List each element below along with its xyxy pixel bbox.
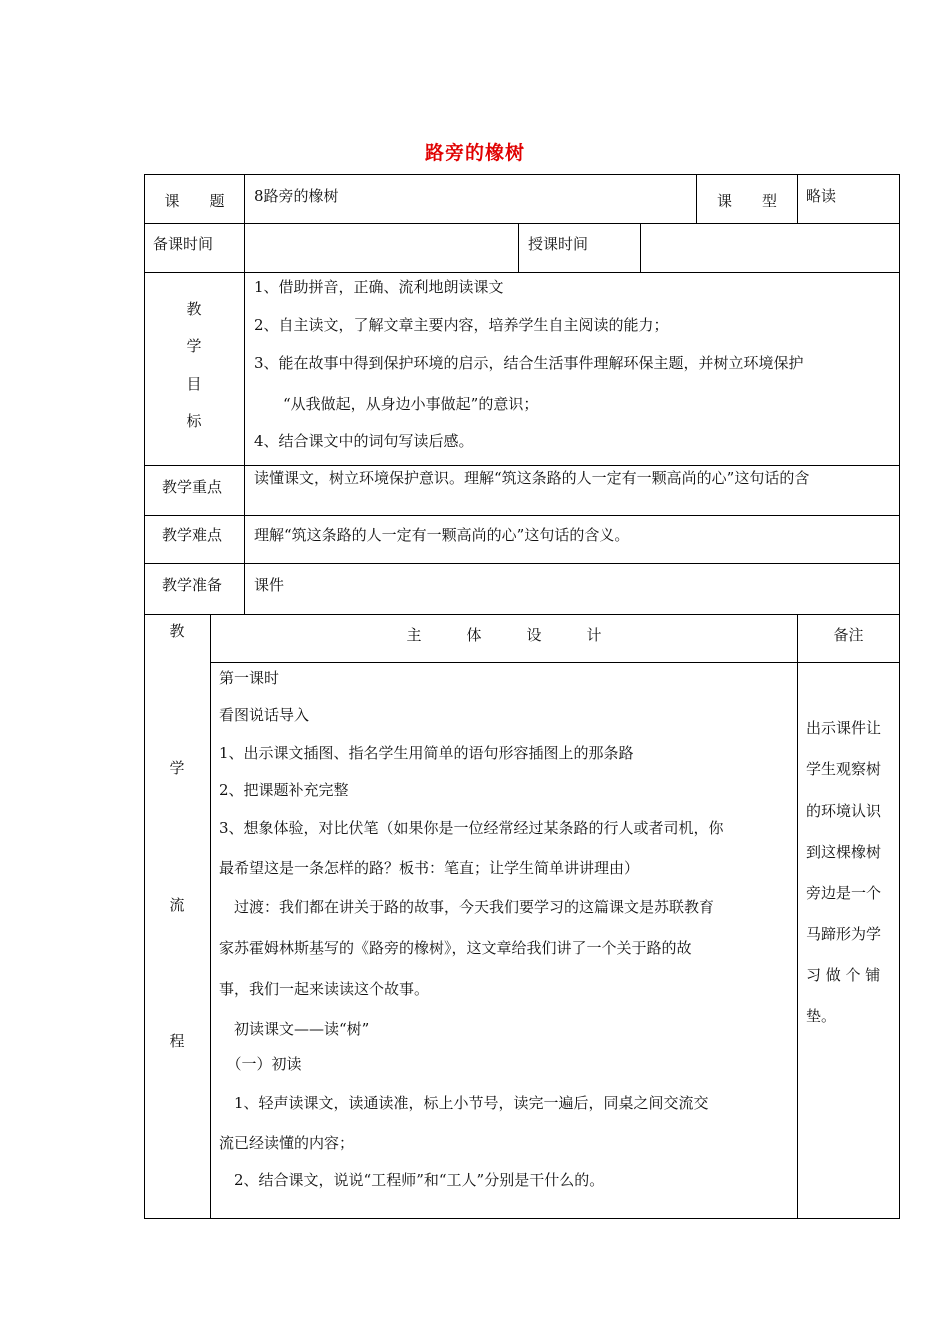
notes-header: 备注 [833,626,864,644]
process-line: 最希望这是一条怎样的路？板书：笔直；让学生简单讲讲理由） [219,859,640,877]
note-line: 出示课件让 [806,719,882,737]
goal-item: 2、自主读文，了解文章主要内容，培养学生自主阅读的能力； [254,316,669,334]
note-line: 马蹄形为学 [806,925,882,943]
prep-time-label: 备课时间 [153,235,214,253]
topic-label: 课 题 [164,192,225,210]
note-line: 的环境认识 [806,802,882,820]
key-points-label: 教学重点 [162,478,223,496]
note-line: 习 做 个 铺 [806,966,881,984]
process-line: 2、结合课文，说说“工程师”和“工人”分别是干什么的。 [219,1171,605,1189]
process-line: 第一课时 [219,669,280,687]
process-line: 1、轻声读课文，读通读准，标上小节号，读完一遍后，同桌之间交流交 [219,1094,709,1112]
page-title: 路旁的橡树 [424,142,525,164]
topic-value: 8路旁的橡树 [254,187,339,205]
note-line: 旁边是一个 [806,884,882,902]
process-line: 3、想象体验，对比伏笔（如果你是一位经常经过某条路的行人或者司机，你 [219,819,724,837]
process-line: 家苏霍姆林斯基写的《路旁的橡树》，这文章给我们讲了一个关于路的故 [219,939,692,957]
process-line: 1、出示课文插图、指名学生用简单的语句形容插图上的那条路 [219,744,634,762]
main-design-header: 主 体 设 计 [406,626,602,644]
goal-item: 1、借助拼音，正确、流利地朗读课文 [254,278,504,296]
process-line: 2、把课题补充完整 [219,781,349,799]
type-label: 课 型 [716,192,777,210]
key-points-value: 读懂课文，树立环境保护意识。理解“筑这条路的人一定有一颗高尚的心”这句话的含 [254,469,810,487]
preparation-label: 教学准备 [162,576,223,594]
process-line: 事，我们一起来读读这个故事。 [219,980,430,998]
preparation-value: 课件 [254,576,285,594]
difficulty-label: 教学难点 [162,526,223,544]
process-line: 流已经读懂的内容； [219,1134,355,1152]
goal-item: 3、能在故事中得到保护环境的启示，结合生活事件理解环保主题，并树立环境保护 [254,354,804,372]
note-line: 学生观察树 [806,760,882,778]
goal-item: “从我做起，从身边小事做起”的意识； [283,395,539,413]
process-line: 过渡：我们都在讲关于路的故事，今天我们要学习的这篇课文是苏联教育 [219,898,715,916]
process-line: 初读课文——读“树” [219,1020,370,1038]
goal-item: 4、结合课文中的词句写读后感。 [254,432,474,450]
teach-time-label: 授课时间 [528,235,589,253]
process-line: （一）初读 [219,1055,302,1073]
process-line: 看图说话导入 [219,706,310,724]
note-line: 垫。 [806,1007,837,1025]
type-value: 略读 [806,187,837,205]
difficulty-value: 理解“筑这条路的人一定有一颗高尚的心”这句话的含义。 [254,526,630,544]
note-line: 到这棵橡树 [806,843,882,861]
